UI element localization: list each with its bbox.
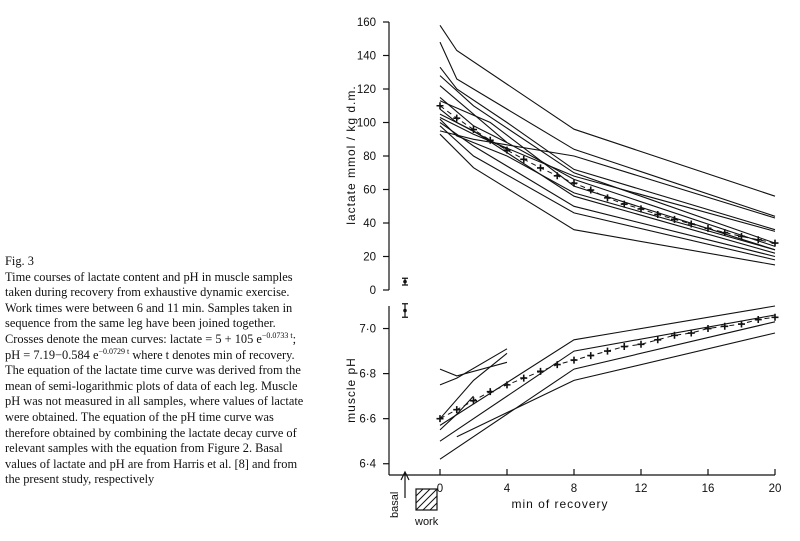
x-tick-label: 8: [570, 483, 578, 495]
mean-cross: [654, 336, 661, 343]
y-tick-label: 140: [356, 50, 376, 63]
mean-cross: [772, 314, 779, 321]
x-tick-label: 0: [436, 483, 444, 495]
ph-exponent: −0.0729 t: [98, 346, 130, 356]
y-tick-label: 0: [369, 285, 376, 297]
y-tick-label: 6·4: [359, 458, 376, 471]
ph-panel: [344, 304, 781, 528]
sample-line: [440, 362, 507, 376]
caption-ph-prefix: ; pH = 7.19−0.584 e: [5, 331, 297, 362]
mean-cross: [621, 343, 628, 350]
mean-cross: [504, 381, 511, 388]
figure-title: Fig. 3: [5, 254, 34, 268]
mean-curve: [440, 106, 775, 243]
y-tick-label: 100: [356, 117, 376, 130]
work-box-hatch: [416, 489, 437, 510]
x-tick-label: 12: [634, 483, 648, 495]
lactate-panel: [344, 17, 779, 297]
mean-cross: [520, 375, 527, 382]
y-tick-label: 160: [356, 17, 376, 29]
y-tick-label: 40: [363, 218, 376, 230]
recovery-axis-label: min of recovery: [511, 497, 609, 511]
mean-cross: [487, 388, 494, 395]
sample-line: [440, 101, 775, 250]
basal-arrow: [401, 472, 409, 498]
mean-cross: [554, 172, 561, 179]
y-tick-label: 80: [363, 151, 376, 163]
mean-cross: [537, 368, 544, 375]
x-tick-label: 4: [503, 483, 511, 495]
basal-point: [403, 280, 407, 284]
y-tick-label: 120: [356, 84, 376, 96]
y-tick-label: 60: [363, 184, 376, 197]
work-label: work: [415, 516, 439, 528]
mean-cross: [604, 348, 611, 355]
mean-cross: [705, 225, 712, 232]
x-tick-label: 16: [701, 483, 715, 495]
lactate-exponent: −0.0733 t: [261, 330, 293, 340]
y-tick-label: 20: [363, 251, 376, 264]
caption-text: Time courses of lactate content and pH in muscle samples taken during recovery from exhaustive dynamic exercise. Work times were between 6 and 11 min. Samples taken in sequence from the same leg have been joined together. Crosses denote the mean curves: lactate = 5 + 105 e: [5, 269, 293, 346]
caption-rest: where t denotes min of recovery. The equation of the lactate time curve was derived from the mean of semi-logarithmic plots of data of each leg. Muscle pH was not measured in all samples, where values of lactate were obtained. The equation of the pH time curve was therefore obtained by combining the lactate decay curve of relevant samples with the equation from Figure 2. Basal values of lactate and pH are from Harris et al. [8] and from the present study, respectively: [5, 347, 304, 487]
sample-line: [440, 97, 507, 142]
mean-cross: [554, 361, 561, 368]
y-tick-label: 6·6: [359, 413, 376, 426]
sample-line: [440, 131, 775, 218]
ph-axis-label: muscle pH: [344, 357, 358, 423]
mean-cross: [571, 357, 578, 364]
basal-label: basal: [389, 491, 401, 518]
mean-cross: [537, 164, 544, 171]
sample-line: [440, 349, 507, 385]
lactate-axis-label: lactate mmol / kg d.m.: [344, 85, 358, 225]
mean-curve: [440, 317, 775, 418]
y-tick-label: 7·0: [359, 323, 376, 336]
x-tick-label: 20: [768, 483, 782, 495]
sample-line: [440, 353, 507, 418]
mean-cross: [638, 341, 645, 348]
basal-point: [403, 309, 407, 313]
sample-line: [440, 126, 775, 260]
y-tick-label: 6·8: [359, 368, 376, 381]
mean-cross: [587, 352, 594, 359]
